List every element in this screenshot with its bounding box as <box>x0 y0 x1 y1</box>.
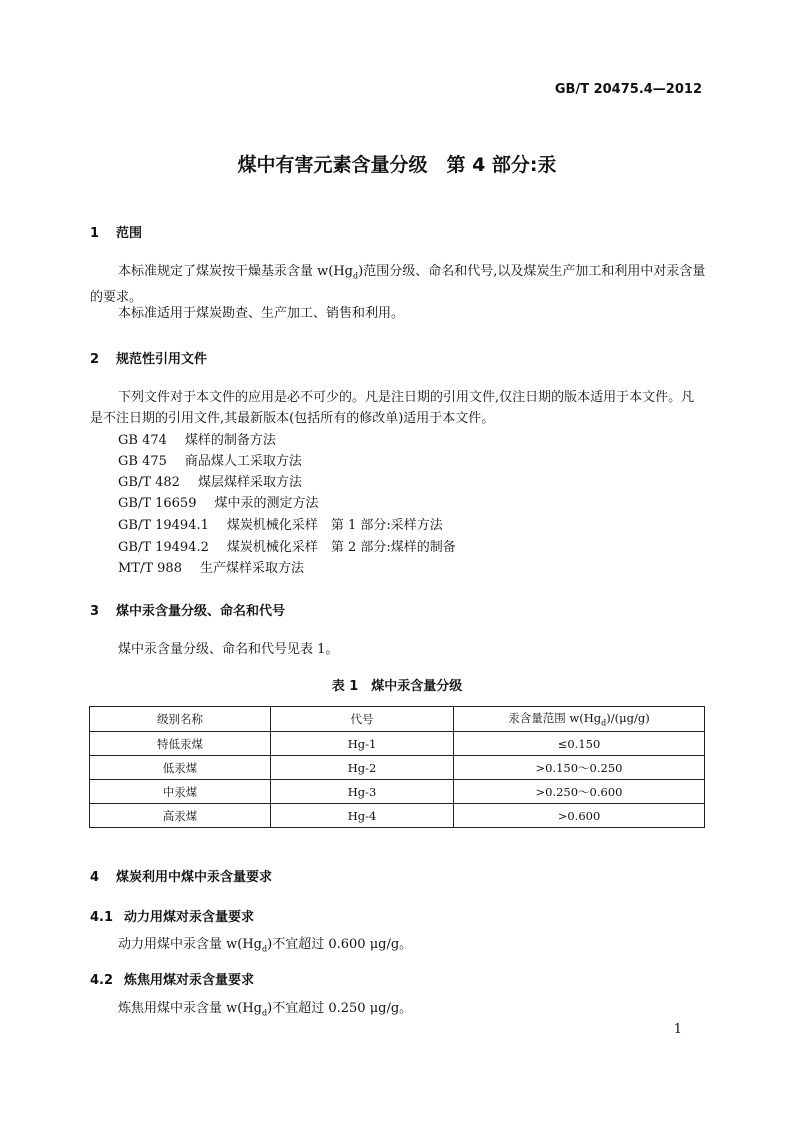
table-cell: Hg-1 <box>271 732 454 756</box>
table-row <box>90 732 705 756</box>
ref-code: GB/T 482 <box>118 475 180 490</box>
table-cell: >0.250～0.600 <box>454 780 705 804</box>
table-cell: ≤0.150 <box>454 732 705 756</box>
reference-item <box>118 557 304 576</box>
section-title: 规范性引用文件 <box>116 352 208 367</box>
table-cell: >0.600 <box>454 804 705 828</box>
ref-code: GB 474 <box>118 433 167 448</box>
ref-code: GB/T 16659 <box>118 496 197 511</box>
ref-code: MT/T 988 <box>118 561 182 576</box>
table-header: 级别名称 <box>90 707 271 732</box>
table-row <box>90 756 705 780</box>
subsection-4-1-heading <box>90 906 254 925</box>
mercury-grade-table <box>89 706 705 828</box>
table-cell: >0.150～0.250 <box>454 756 705 780</box>
ref-name: 煤中汞的测定方法 <box>214 496 319 511</box>
standard-number: GB/T 20475.4—2012 <box>554 82 702 97</box>
ref-name: 煤层煤样采取方法 <box>197 475 302 490</box>
reference-item <box>118 514 443 533</box>
paragraph: 煤中汞含量分级、命名和代号见表 1。 <box>118 642 339 657</box>
paragraph: 动力用煤中汞含量 $w(Hg_d)$不宜超过 0.600 μg/g。 <box>118 937 413 954</box>
ref-name: 煤炭机械化采样 第 2 部分:煤样的制备 <box>226 540 456 555</box>
ref-name: 煤样的制备方法 <box>184 433 276 448</box>
paragraph: 下列文件对于本文件的应用是必不可少的。凡是注日期的引用文件,仅注日期的版本适用于本文件。凡是不注日期的引用文件,其最新版本(包括所有的修改单)适用于本文件。 <box>90 390 695 426</box>
section-number: 3 <box>90 604 100 619</box>
ref-name: 商品煤人工采取方法 <box>184 454 302 469</box>
table-header-row <box>90 707 705 732</box>
section-title: 范围 <box>116 226 143 241</box>
subsection-number: 4.2 <box>90 973 114 988</box>
reference-item <box>118 471 302 490</box>
table-header: 汞含量范围 $w(Hg_d)/(\mu g/g)$ <box>454 707 705 732</box>
table-row <box>90 780 705 804</box>
table-caption: 表 1 煤中汞含量分级 <box>331 679 463 694</box>
ref-code: GB/T 19494.2 <box>118 540 209 555</box>
table-header: 代号 <box>271 707 454 732</box>
reference-item <box>118 450 302 469</box>
section-2-heading <box>90 348 207 367</box>
subsection-title: 动力用煤对汞含量要求 <box>124 910 255 925</box>
table-cell: 特低汞煤 <box>90 732 271 756</box>
ref-name: 生产煤样采取方法 <box>199 561 304 576</box>
section-number: 1 <box>90 226 100 241</box>
table-cell: Hg-4 <box>271 804 454 828</box>
section-3-heading <box>90 600 285 619</box>
reference-item <box>118 429 276 448</box>
paragraph: 本标准适用于煤炭勘查、生产加工、销售和利用。 <box>118 306 405 321</box>
page-number: 1 <box>673 1022 682 1037</box>
section-title: 煤炭利用中煤中汞含量要求 <box>116 870 273 885</box>
paragraph: 本标准规定了煤炭按干燥基汞含量 $w(Hg_d)$范围分级、命名和代号,以及煤炭生产加工和利用中对汞含量的要求。 <box>90 264 706 305</box>
subsection-4-2-heading <box>90 969 254 988</box>
document-title: 煤中有害元素含量分级 第 4 部分:汞 <box>237 154 557 176</box>
paragraph: 炼焦用煤中汞含量 $w(Hg_d)$不宜超过 0.250 μg/g。 <box>118 1001 413 1018</box>
table-row <box>90 804 705 828</box>
table-cell: Hg-3 <box>271 780 454 804</box>
ref-name: 煤炭机械化采样 第 1 部分:采样方法 <box>226 518 443 533</box>
section-number: 2 <box>90 352 100 367</box>
table-cell: 中汞煤 <box>90 780 271 804</box>
section-1-heading <box>90 222 142 241</box>
ref-code: GB 475 <box>118 454 167 469</box>
subsection-title: 炼焦用煤对汞含量要求 <box>124 973 255 988</box>
table-cell: Hg-2 <box>271 756 454 780</box>
reference-item <box>118 536 456 555</box>
ref-code: GB/T 19494.1 <box>118 518 209 533</box>
section-number: 4 <box>90 870 100 885</box>
subsection-number: 4.1 <box>90 910 114 925</box>
section-4-heading <box>90 866 272 885</box>
table-cell: 高汞煤 <box>90 804 271 828</box>
section-title: 煤中汞含量分级、命名和代号 <box>116 604 286 619</box>
table-cell: 低汞煤 <box>90 756 271 780</box>
reference-item <box>118 492 319 511</box>
